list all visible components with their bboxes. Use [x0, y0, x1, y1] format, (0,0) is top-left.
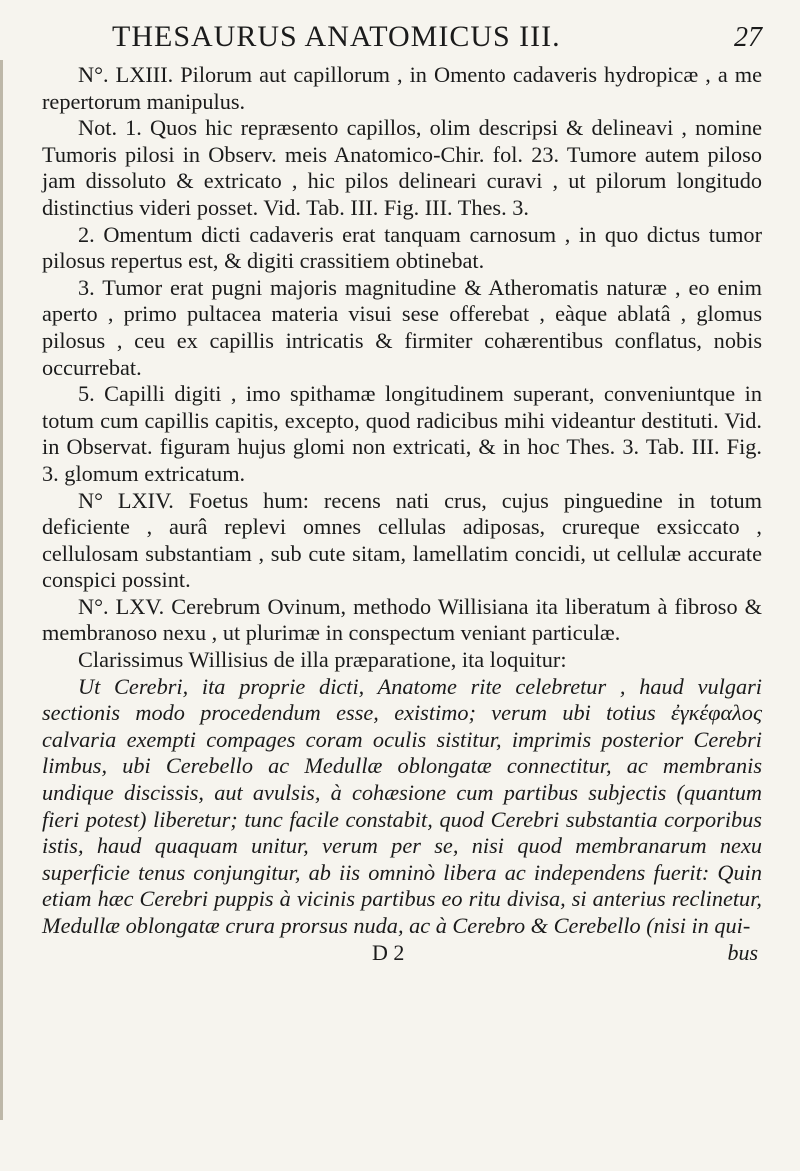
- willisius-quotation: Ut Cerebri, ita proprie dicti, Anatome rite celebretur , haud vulgari sectionis modo procedendum esse, existimo; verum ubi totius ἐγκέφαλος calvaria exempti compages coram oculis sistitur, imprimis posterior Cerebri limbus, ubi Cerebello ac Medullæ oblongatæ connectitur, ac membranis undique discissis, aut avulsis, à cohæsione cum partibus subjectis (quantum fieri potest) liberetur; tunc facile constabit, quod Cerebri substantia corporibus istis, haud quaquam unitur, verum per se, nisi quod membranarum nexu superficie tenus conjungitur, ab iis omninò libera ac independens fuerit: Quin etiam hæc Cerebri puppis à vicinis partibus eo ritu divisa, si anterius reclinetur, Medullæ oblongatæ crura prorsus nuda, ac à Cerebro & Cerebello (nisi in qui-: [42, 673, 762, 938]
- paragraph-note-3: 3. Tumor erat pugni majoris magnitudine & Atheromatis naturæ , eo enim aperto , primo pultacea materia visui sese offerebat , eàque ablatâ , glomus pilosus , ceu ex capillis intricatis & firmiter cohærentibus conflatus, nobis occurrebat.: [42, 274, 762, 380]
- catchword: bus: [727, 939, 758, 965]
- body-text: [42, 62, 762, 940]
- page-number: 27: [734, 22, 762, 53]
- page-footer: [42, 940, 762, 968]
- page-header: [42, 14, 762, 62]
- page-gutter-edge: [0, 60, 3, 1120]
- paragraph-note-5: 5. Capilli digiti , imo spithamæ longitudinem superant, conveniuntque in totum cum capillis capitis, excepto, quod radicibus mihi videantur destituti. Vid. in Observat. figuram hujus glomi non extricati, & in hoc Thes. 3. Tab. III. Fig. 3. glomum extricatum.: [42, 381, 762, 486]
- paragraph-willisius-intro: Clarissimus Willisius de illa præparatione, ita loquitur:: [78, 647, 567, 673]
- paragraph-lxiii: N°. LXIII. Pilorum aut capillorum , in Omento cadaveris hydropicæ , a me repertorum manipulus.: [42, 62, 762, 114]
- paragraph-lxv: N°. LXV. Cerebrum Ovinum, methodo Willisiana ita liberatum à fibroso & membranoso nexu , ut plurimæ in conspectum veniant particulæ.: [42, 593, 762, 646]
- running-head: THESAURUS ANATOMICUS III.: [112, 20, 561, 53]
- paragraph-note-2: 2. Omentum dicti cadaveris erat tanquam carnosum , in quo dictus tumor pilosus repertus est, & digiti crassitiem obtinebat.: [42, 221, 762, 274]
- signature-mark: D 2: [372, 939, 405, 965]
- paragraph-note-1: Not. 1. Quos hic repræsento capillos, olim descripsi & delineavi , nomine Tumoris pilosi in Observ. meis Anatomico-Chir. fol. 23. Tumore autem piloso jam dissoluto & extricato , hic pilos delineari curavi , ut pilorum longitudo distinctius videri posset. Vid. Tab. III. Fig. III. Thes. 3.: [42, 115, 762, 220]
- paragraph-lxiv: N° LXIV. Foetus hum: recens nati crus, cujus pinguedine in totum deficiente , aurâ replevi omnes cellulas adiposas, crureque exsiccato , cellulosam substantiam , sub cute sitam, lamellatim concidi, ut cellulæ accurate conspici possint.: [42, 487, 762, 593]
